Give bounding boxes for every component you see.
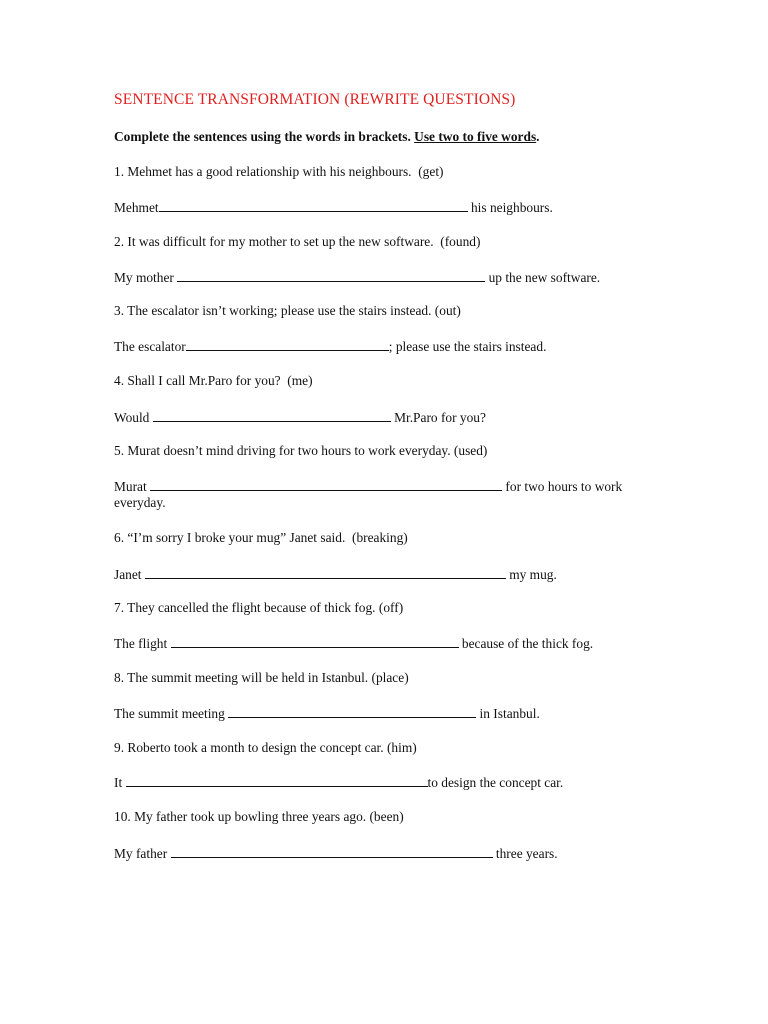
answer-line-3	[114, 337, 654, 355]
question-4: 4. Shall I call Mr.Paro for you? (me)	[114, 373, 313, 388]
answer-blank-6[interactable]	[145, 565, 506, 579]
answer-suffix: my mug.	[505, 567, 557, 582]
answer-line-6	[114, 565, 654, 583]
answer-prefix: The summit meeting	[114, 706, 229, 721]
question-2: 2. It was difficult for my mother to set up the new software. (found)	[114, 234, 481, 249]
question-7: 7. They cancelled the flight because of thick fog. (off)	[114, 600, 404, 615]
answer-blank-10[interactable]	[171, 844, 493, 858]
answer-prefix: The flight	[114, 636, 171, 651]
answer-blank-7[interactable]	[171, 634, 459, 648]
answer-prefix: It	[114, 775, 126, 790]
instruction-end: .	[536, 129, 540, 144]
answer-suffix: for two hours to work	[502, 479, 623, 494]
answer-prefix: Would	[114, 410, 153, 425]
answer-blank-4[interactable]	[153, 408, 391, 422]
answer-suffix: Mr.Paro for you?	[390, 410, 486, 425]
answer-prefix: My father	[114, 846, 171, 861]
answer-line-2	[114, 268, 654, 286]
answer-line-5-continued: everyday.	[114, 495, 166, 510]
answer-suffix: ; please use the stairs instead.	[388, 339, 547, 354]
question-8: 8. The summit meeting will be held in Istanbul. (place)	[114, 670, 409, 685]
answer-suffix: his neighbours.	[467, 200, 553, 215]
answer-line-7	[114, 634, 654, 652]
question-6: 6. “I’m sorry I broke your mug” Janet said. (breaking)	[114, 530, 408, 545]
answer-line-8	[114, 704, 654, 722]
answer-suffix: to design the concept car.	[427, 775, 564, 790]
question-1: 1. Mehmet has a good relationship with his neighbours. (get)	[114, 164, 444, 179]
answer-prefix: Murat	[114, 479, 151, 494]
answer-prefix: Janet	[114, 567, 145, 582]
answer-line-10	[114, 844, 654, 862]
instruction-text: Complete the sentences using the words in brackets.	[114, 129, 415, 144]
answer-suffix: in Istanbul.	[476, 706, 540, 721]
answer-line-1	[114, 198, 654, 216]
answer-blank-9[interactable]	[126, 773, 428, 787]
answer-blank-2[interactable]	[177, 268, 485, 282]
answer-prefix: Mehmet	[114, 200, 159, 215]
answer-blank-5[interactable]	[150, 477, 502, 491]
answer-blank-8[interactable]	[228, 704, 476, 718]
page-title: SENTENCE TRANSFORMATION (REWRITE QUESTIONS)	[114, 91, 516, 108]
question-10: 10. My father took up bowling three years ago. (been)	[114, 809, 404, 824]
answer-line-5	[114, 477, 654, 495]
question-5: 5. Murat doesn’t mind driving for two hours to work everyday. (used)	[114, 443, 488, 458]
answer-blank-1[interactable]	[159, 198, 468, 212]
instruction	[114, 128, 654, 145]
answer-line-9	[114, 773, 654, 791]
answer-prefix: My mother	[114, 270, 178, 285]
answer-line-4	[114, 408, 654, 426]
question-3: 3. The escalator isn’t working; please use the stairs instead. (out)	[114, 303, 461, 318]
answer-blank-3[interactable]	[186, 337, 389, 351]
answer-suffix: up the new software.	[485, 270, 601, 285]
answer-suffix: because of the thick fog.	[458, 636, 594, 651]
question-9: 9. Roberto took a month to design the concept car. (him)	[114, 740, 417, 755]
instruction-underlined: Use two to five words	[414, 129, 537, 144]
answer-suffix: three years.	[492, 846, 558, 861]
answer-prefix: The escalator	[114, 339, 186, 354]
